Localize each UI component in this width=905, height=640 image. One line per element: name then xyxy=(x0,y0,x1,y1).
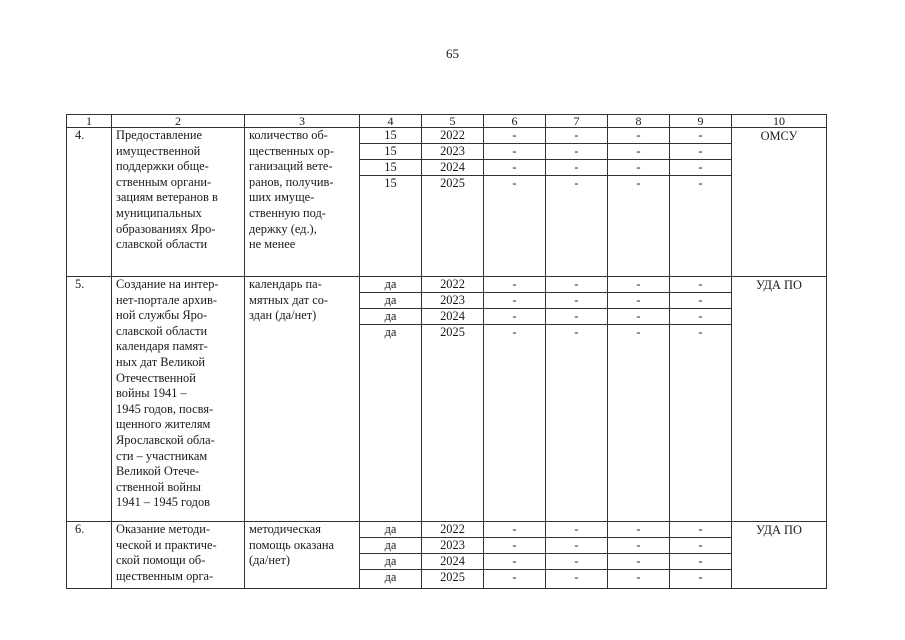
description-line: Оказание методи- xyxy=(116,522,211,536)
column-header: 3 xyxy=(245,115,360,128)
column-header-row xyxy=(67,115,827,128)
year-cell: 2024 xyxy=(422,309,484,325)
value-cell: - xyxy=(546,522,608,538)
responsible-executor: УДА ПО xyxy=(732,522,827,589)
column-header: 5 xyxy=(422,115,484,128)
description-line: славской области xyxy=(116,237,208,252)
description-line: ственной войны xyxy=(116,479,201,494)
description-line: зациям ветеранов в xyxy=(116,190,218,205)
value-cell: - xyxy=(608,176,670,277)
description-line: славской области xyxy=(116,323,208,338)
value-cell: - xyxy=(608,554,670,570)
target-value-cell: да xyxy=(360,309,422,325)
value-cell: - xyxy=(608,293,670,309)
value-cell: - xyxy=(670,309,732,325)
item-description xyxy=(112,277,245,522)
item-number: 6. xyxy=(67,522,112,589)
target-value-cell: 15 xyxy=(360,160,422,176)
description-line: щенного жителям xyxy=(116,417,211,432)
value-cell: - xyxy=(546,144,608,160)
description-line: образованиях Яро- xyxy=(116,221,216,236)
value-cell: - xyxy=(484,570,546,589)
value-cell: - xyxy=(670,277,732,293)
value-cell: - xyxy=(670,176,732,277)
value-cell: - xyxy=(670,538,732,554)
year-cell: 2022 xyxy=(422,277,484,293)
indicator-line: количество об- xyxy=(249,128,328,142)
value-cell: - xyxy=(670,293,732,309)
item-description xyxy=(112,128,245,277)
value-cell: - xyxy=(546,160,608,176)
column-header: 8 xyxy=(608,115,670,128)
indicator-line: (да/нет) xyxy=(249,553,291,568)
item-number: 4. xyxy=(67,128,112,277)
value-cell: - xyxy=(670,570,732,589)
target-value-cell: да xyxy=(360,325,422,522)
description-line: Великой Отече- xyxy=(116,464,200,479)
column-header: 4 xyxy=(360,115,422,128)
value-cell: - xyxy=(546,293,608,309)
indicator-line: держку (ед.), xyxy=(249,221,317,236)
indicator-line: мятных дат со- xyxy=(249,292,329,307)
value-cell: - xyxy=(546,277,608,293)
item-indicator xyxy=(245,277,360,522)
target-value-cell: 15 xyxy=(360,176,422,277)
value-cell: - xyxy=(546,309,608,325)
target-value-cell: да xyxy=(360,570,422,589)
value-cell: - xyxy=(484,538,546,554)
value-cell: - xyxy=(546,538,608,554)
table-row xyxy=(67,277,827,293)
value-cell: - xyxy=(670,522,732,538)
responsible-executor: УДА ПО xyxy=(732,277,827,522)
value-cell: - xyxy=(484,293,546,309)
year-cell: 2025 xyxy=(422,325,484,522)
year-cell: 2023 xyxy=(422,293,484,309)
indicator-line: помощь оказана xyxy=(249,537,334,552)
description-line: ной службы Яро- xyxy=(116,308,208,323)
indicator-line: щественных ор- xyxy=(249,143,334,158)
description-line: Предоставление xyxy=(116,128,202,142)
value-cell: - xyxy=(484,554,546,570)
value-cell: - xyxy=(608,160,670,176)
target-value-cell: да xyxy=(360,538,422,554)
value-cell: - xyxy=(484,309,546,325)
column-header: 6 xyxy=(484,115,546,128)
description-line: ческой и практиче- xyxy=(116,537,217,552)
indicator-line: календарь па- xyxy=(249,277,322,291)
value-cell: - xyxy=(670,128,732,144)
target-value-cell: да xyxy=(360,293,422,309)
year-cell: 2022 xyxy=(422,128,484,144)
value-cell: - xyxy=(484,160,546,176)
value-cell: - xyxy=(608,144,670,160)
value-cell: - xyxy=(484,128,546,144)
year-cell: 2023 xyxy=(422,144,484,160)
item-number: 5. xyxy=(67,277,112,522)
value-cell: - xyxy=(608,570,670,589)
value-cell: - xyxy=(608,325,670,522)
value-cell: - xyxy=(484,522,546,538)
description-line: ской помощи об- xyxy=(116,553,206,568)
indicator-line: ранов, получив- xyxy=(249,174,334,189)
year-cell: 2022 xyxy=(422,522,484,538)
description-line: ных дат Великой xyxy=(116,354,206,369)
description-line: войны 1941 – xyxy=(116,386,187,401)
value-cell: - xyxy=(546,554,608,570)
value-cell: - xyxy=(546,570,608,589)
target-value-cell: 15 xyxy=(360,144,422,160)
value-cell: - xyxy=(670,160,732,176)
item-description xyxy=(112,522,245,589)
value-cell: - xyxy=(546,325,608,522)
description-line: ственным органи- xyxy=(116,174,212,189)
description-line: календаря памят- xyxy=(116,339,208,354)
page-number: 65 xyxy=(446,46,459,61)
value-cell: - xyxy=(484,325,546,522)
description-line: Создание на интер- xyxy=(116,277,219,291)
description-line: сти – участникам xyxy=(116,448,208,463)
description-line: Ярославской обла- xyxy=(116,432,215,447)
value-cell: - xyxy=(670,554,732,570)
value-cell: - xyxy=(608,277,670,293)
target-value-cell: 15 xyxy=(360,128,422,144)
value-cell: - xyxy=(670,144,732,160)
year-cell: 2024 xyxy=(422,160,484,176)
table-row xyxy=(67,522,827,538)
value-cell: - xyxy=(608,538,670,554)
column-header: 1 xyxy=(67,115,112,128)
table-row xyxy=(67,128,827,144)
value-cell: - xyxy=(484,277,546,293)
indicator-line: не менее xyxy=(249,237,296,252)
target-value-cell: да xyxy=(360,522,422,538)
description-line: муниципальных xyxy=(116,205,202,220)
year-cell: 2023 xyxy=(422,538,484,554)
indicator-line: ших имуще- xyxy=(249,190,315,205)
value-cell: - xyxy=(546,128,608,144)
year-cell: 2025 xyxy=(422,176,484,277)
year-cell: 2024 xyxy=(422,554,484,570)
value-cell: - xyxy=(670,325,732,522)
item-indicator xyxy=(245,128,360,277)
indicator-line: ственную под- xyxy=(249,205,326,220)
indicator-line: ганизаций вете- xyxy=(249,159,333,174)
value-cell: - xyxy=(546,176,608,277)
description-line: Отечественной xyxy=(116,370,196,385)
description-line: щественным орга- xyxy=(116,568,214,583)
value-cell: - xyxy=(484,144,546,160)
description-line: 1941 – 1945 годов xyxy=(116,495,211,510)
description-line: поддержки обще- xyxy=(116,159,209,174)
column-header: 9 xyxy=(670,115,732,128)
description-line: нет-портале архив- xyxy=(116,292,217,307)
year-cell: 2025 xyxy=(422,570,484,589)
value-cell: - xyxy=(608,309,670,325)
column-header: 10 xyxy=(732,115,827,128)
description-line: 1945 годов, посвя- xyxy=(116,401,214,416)
target-value-cell: да xyxy=(360,277,422,293)
column-header: 2 xyxy=(112,115,245,128)
measures-table xyxy=(66,114,827,589)
indicator-line: методическая xyxy=(249,522,321,536)
target-value-cell: да xyxy=(360,554,422,570)
value-cell: - xyxy=(608,522,670,538)
value-cell: - xyxy=(484,176,546,277)
value-cell: - xyxy=(608,128,670,144)
indicator-line: здан (да/нет) xyxy=(249,308,317,323)
description-line: имущественной xyxy=(116,143,201,158)
column-header: 7 xyxy=(546,115,608,128)
item-indicator xyxy=(245,522,360,589)
responsible-executor: ОМСУ xyxy=(732,128,827,277)
